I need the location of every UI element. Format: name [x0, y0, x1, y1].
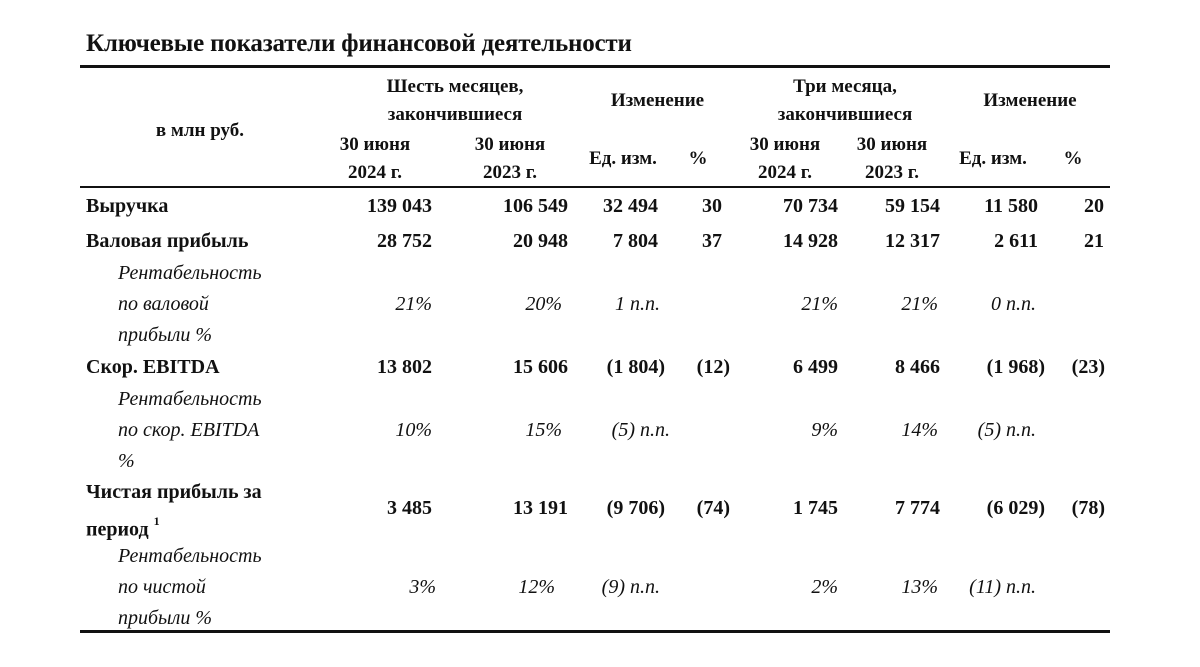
table-cell: 59 154: [885, 195, 940, 217]
table-cell: (74): [696, 497, 730, 519]
three-months-header: Три месяца,: [793, 76, 897, 97]
row-label: по чистой: [118, 576, 206, 598]
table-cell: (5) п.п.: [977, 419, 1036, 441]
table-cell: (9 706): [606, 497, 665, 519]
table-cell: 15 606: [513, 356, 568, 378]
table-cell: 20%: [525, 293, 562, 315]
change-header-2: Изменение: [983, 90, 1077, 111]
row-label-text: период: [86, 518, 149, 541]
table-cell: 3 485: [387, 497, 432, 519]
date-col-1-line1: 30 июня: [339, 134, 411, 155]
date-col-1-line2: 2024 г.: [348, 162, 402, 183]
unit-change-header: Ед. изм.: [589, 148, 657, 169]
table-cell: (1 804): [606, 356, 665, 378]
date-col-2-line1: 30 июня: [474, 134, 546, 155]
table-cell: 13%: [901, 576, 938, 598]
table-cell: 10%: [395, 419, 432, 441]
table-cell: 21%: [801, 293, 838, 315]
date-col-3-line1: 30 июня: [749, 134, 821, 155]
table-cell: (23): [1071, 356, 1105, 378]
row-label: Рентабельность: [118, 388, 262, 410]
change-header: Изменение: [610, 90, 705, 111]
table-cell: 3%: [409, 576, 436, 598]
table-cell: 1 745: [793, 497, 838, 519]
table-cell: 20 948: [513, 230, 568, 252]
table-cell: (5) п.п.: [611, 419, 670, 441]
table-cell: 15%: [525, 419, 562, 441]
table-cell: 139 043: [367, 195, 432, 217]
table-cell: 7 774: [895, 497, 940, 519]
row-label: Рентабельность: [118, 545, 262, 567]
row-label: %: [118, 450, 135, 472]
row-label: по валовой: [118, 293, 209, 315]
table-cell: 21: [1084, 230, 1104, 252]
table-cell: 21%: [395, 293, 432, 315]
row-label: Скор. EBITDA: [86, 356, 220, 378]
six-months-header-ended: закончившиеся: [387, 104, 523, 125]
table-cell: 20: [1084, 195, 1104, 217]
row-label: по скор. EBITDA: [118, 419, 260, 441]
pct-header: %: [688, 148, 708, 169]
unit-change-header-2: Ед. изм.: [959, 148, 1027, 169]
row-label: Чистая прибыль за: [86, 481, 262, 503]
footnote-marker: 1: [153, 514, 160, 528]
unit-label: в млн руб.: [155, 120, 245, 141]
table-cell: 14 928: [783, 230, 838, 252]
table-cell: 12 317: [885, 230, 940, 252]
table-cell: 12%: [518, 576, 555, 598]
table-cell: 1 п.п.: [615, 293, 660, 315]
table-cell: 0 п.п.: [991, 293, 1036, 315]
table-cell: 11 580: [984, 195, 1038, 217]
pct-header-2: %: [1063, 148, 1083, 169]
table-cell: 2 611: [994, 230, 1038, 252]
table-cell: 30: [702, 195, 722, 217]
top-rule: [80, 65, 1110, 68]
table-cell: 8 466: [895, 356, 940, 378]
table-cell: 13 802: [377, 356, 432, 378]
date-col-3-line2: 2024 г.: [758, 162, 812, 183]
row-label: прибыли %: [118, 607, 212, 629]
table-cell: 13 191: [513, 497, 568, 519]
table-cell: (6 029): [986, 497, 1045, 519]
table-cell: (12): [696, 356, 730, 378]
row-label: [86, 512, 160, 543]
table-cell: (1 968): [986, 356, 1045, 378]
table-cell: 7 804: [613, 230, 658, 252]
row-label: Валовая прибыль: [86, 230, 249, 252]
table-cell: 37: [702, 230, 722, 252]
bottom-rule: [80, 630, 1110, 633]
date-col-4-line2: 2023 г.: [865, 162, 919, 183]
date-col-2-line2: 2023 г.: [483, 162, 537, 183]
table-cell: 32 494: [603, 195, 658, 217]
table-cell: 21%: [901, 293, 938, 315]
table-cell: (9) п.п.: [601, 576, 660, 598]
table-cell: 28 752: [377, 230, 432, 252]
six-months-header: Шесть месяцев,: [386, 76, 524, 97]
row-label: Выручка: [86, 195, 169, 217]
table-cell: (78): [1071, 497, 1105, 519]
three-months-header-ended: закончившиеся: [777, 104, 913, 125]
table-cell: 9%: [811, 419, 838, 441]
table-cell: 14%: [901, 419, 938, 441]
table-cell: 106 549: [503, 195, 568, 217]
table-cell: (11) п.п.: [969, 576, 1036, 598]
table-cell: 6 499: [793, 356, 838, 378]
table-cell: 70 734: [783, 195, 838, 217]
row-label: прибыли %: [118, 324, 212, 346]
page-title: Ключевые показатели финансовой деятельности: [86, 30, 632, 57]
header-rule: [80, 186, 1110, 188]
row-label: Рентабельность: [118, 262, 262, 284]
table-cell: 2%: [811, 576, 838, 598]
date-col-4-line1: 30 июня: [856, 134, 928, 155]
